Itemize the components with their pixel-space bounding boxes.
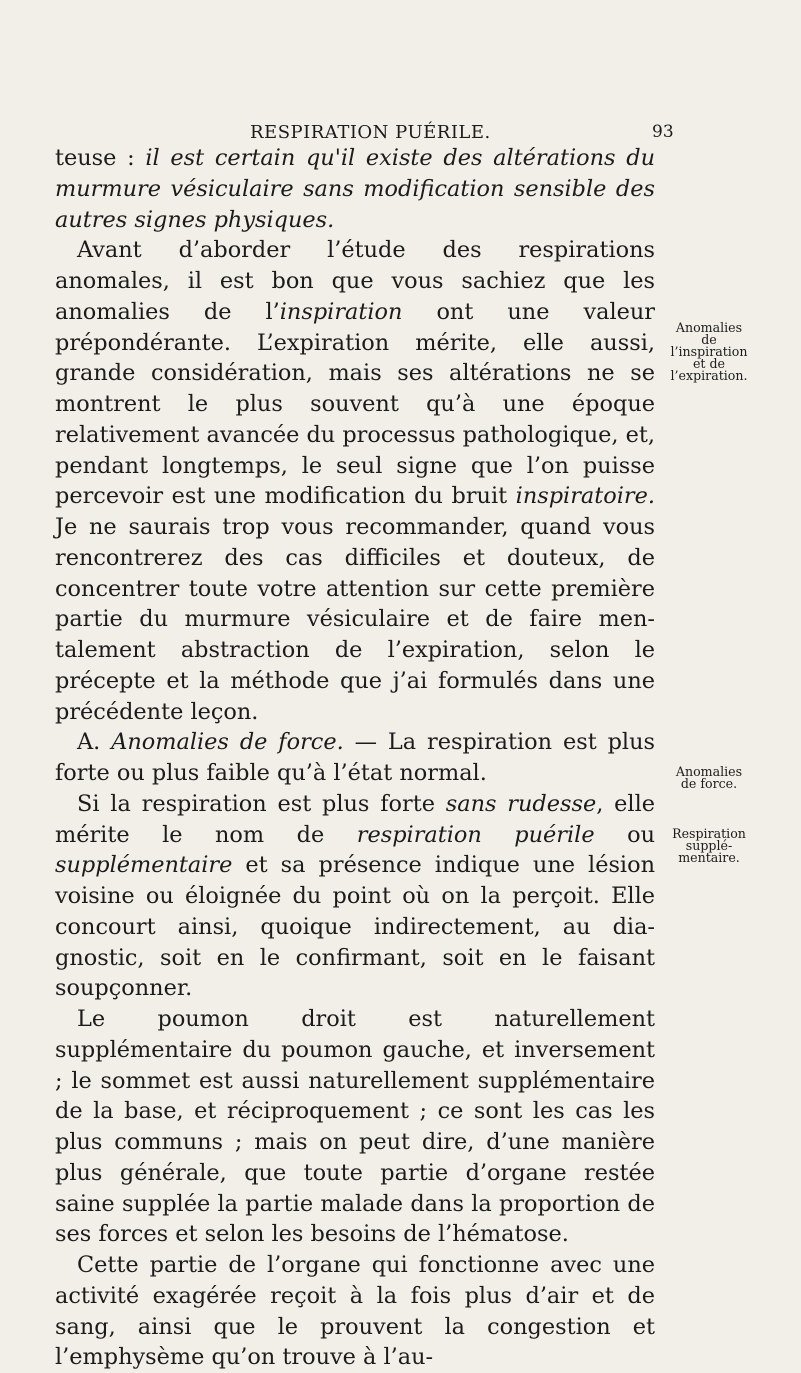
paragraph-poumon-supplementaire: [55, 1004, 655, 1250]
margin-note-line: mentaire.: [678, 850, 740, 865]
text-run: ou: [594, 821, 655, 848]
text-run: Je ne saurais trop vous recommander, quand vous rencontrerez des cas difficiles et douteux, de concentrer toute votre attention sur cette première partie du murmure vésiculaire et de faire mentalement abstraction de l’expiration, selon le précepte et la méthode que j’ai formulés dans une précédente leçon.: [55, 514, 655, 725]
italic-run: sans rudesse: [445, 790, 597, 817]
paragraph-continuation: [55, 143, 655, 235]
margin-note-anomalies-inspiration: [659, 322, 759, 382]
body-text: [55, 143, 655, 1373]
margin-note-line: Anomalies: [675, 764, 743, 779]
italic-run: supplémentaire: [55, 852, 233, 879]
paragraph-activite-exageree: [55, 1250, 655, 1373]
italic-run: Anomalies de force.: [111, 729, 344, 756]
margin-note-line: supplé-: [685, 838, 733, 853]
margin-note-line: l’expiration.: [670, 368, 748, 383]
italic-run: inspiration: [279, 298, 403, 325]
paragraph-anomalies-intro: [55, 235, 655, 727]
text-run: — La respiration est plus forte ou plus faible qu’à l’état normal.: [55, 729, 656, 786]
italic-run: il est certain qu'il existe des altérations du murmure vésiculaire sans modification sensible des autres signes physiques.: [55, 145, 655, 233]
margin-note-respiration-supplementaire: [659, 828, 759, 864]
margin-note-line: Anomalies: [675, 320, 743, 335]
italic-run: respiration puérile: [356, 821, 595, 848]
paragraph-anomalies-de-force: [55, 727, 655, 789]
margin-note-line: Respiration: [672, 826, 746, 841]
page-number: 93: [652, 122, 674, 142]
margin-note-line: et de: [692, 356, 726, 371]
text-run: , elle mérite le nom de: [55, 790, 655, 848]
text-run: Cette partie de l’organe qui fonctionne avec une activité exagérée reçoit à la fois plus d’air et de sang, ainsi que le prouvent la congestion et l’emphysème qu’on trouve à l’au-: [55, 1252, 655, 1371]
text-run: ont une valeur prépondérante. L’expiration mérite, elle aussi, grande considération, mais ses altérations ne se montrent le plus souvent qu’à une époque relativement avancée du processus pathologique, et, pendant longtemps, le seul signe que l’on puisse percevoir est une modification du bruit: [55, 298, 655, 510]
margin-note-line: de force.: [680, 776, 738, 791]
italic-run: inspiratoire.: [515, 483, 655, 510]
text-run: et sa présence indique une lésion voisine ou éloignée du point où on la perçoit. Elle concourt ainsi, quoique indirectement, au diagnostic, soit en le confirmant, soit en le faisant soupçonner.: [55, 852, 655, 1002]
paragraph-respiration-puerile: [55, 789, 655, 1004]
running-header: RESPIRATION PUÉRILE.: [250, 122, 491, 143]
margin-note-line: l’inspiration: [670, 344, 748, 359]
text-run: Avant d’aborder l’étude des respirations anomales, il est bon que vous sachiez que les anomalies de l’: [55, 237, 655, 325]
margin-note-line: de: [701, 332, 717, 347]
text-run: Si la respiration est plus forte: [77, 790, 446, 817]
text-run: A.: [77, 729, 112, 756]
margin-note-anomalies-force: [659, 766, 759, 790]
text-run: teuse :: [55, 145, 146, 171]
text-run: Le poumon droit est naturellement supplémentaire du poumon gauche, et inversement ; le sommet est aussi naturellement supplémentaire de la base, et réciproquement ; ce sont les cas les plus communs ; mais on peut dire, d’une manière plus générale, que toute partie d’organe restée saine supplée la partie malade dans la proportion de ses forces et selon les besoins de l’hématose.: [55, 1006, 655, 1248]
